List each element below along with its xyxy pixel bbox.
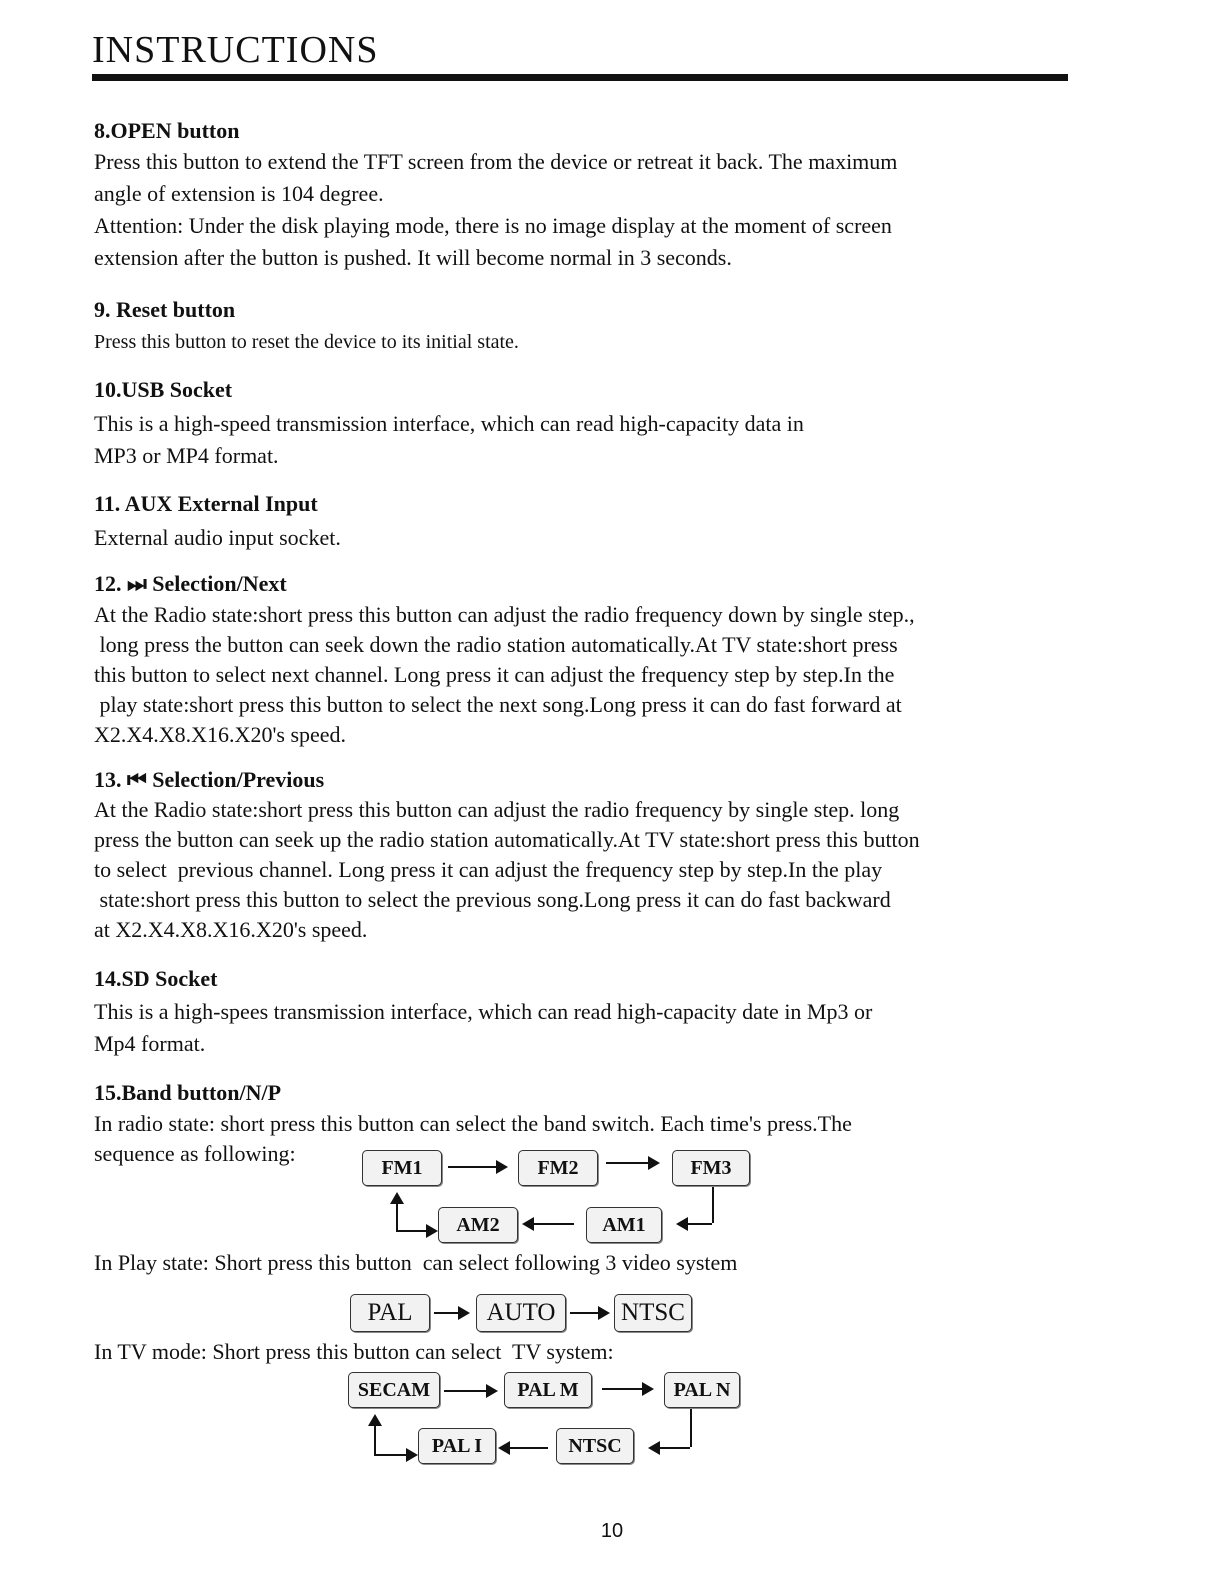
arrow-auto-ntsc [570,1312,608,1314]
section-body-open: Press this button to extend the TFT screen from the device or retreat it back. The maximum angle of extension is 104 degree. Attention: Under the disk playing mode, there is no image display at the moment of screen extension after the button is pushed. It will become normal in 3 seconds. [94,149,898,270]
arrow-am1-am2 [524,1223,574,1225]
section-heading-next: 12. ⏭ Selection/Next [94,571,287,596]
tv-mode-text: In TV mode: Short press this button can select TV system: [94,1339,614,1364]
tv-palm-box: PAL M [504,1372,592,1408]
section-body-next: At the Radio state:short press this button can adjust the radio frequency down by single step., long press the button can seek down the radio station automatically.At TV state:short press this button to select next channel. Long press it can adjust the frequency step by step.In the play state:short press this button to select the next song.Long press it can do fast forward at X2.X4.X8.X16.X20's speed. [94,602,915,747]
section-body-aux: External audio input socket. [94,525,341,550]
arrow-fm1-fm2 [448,1166,506,1168]
section-heading-reset: 9. Reset button [94,297,236,322]
band-am1-box: AM1 [586,1207,662,1243]
band-fm3-box: FM3 [672,1150,750,1186]
arrow-up-to-secam [368,1414,382,1426]
section-body-band: In radio state: short press this button can select the band switch. Each time's press.The sequence as following: [94,1111,852,1166]
section-heading-sd: 14.SD Socket [94,966,218,991]
tv-secam-box: SECAM [348,1372,440,1408]
arrow-up-to-fm1 [390,1192,404,1204]
play-state-text: In Play state: Short press this button can select following 3 video system [94,1250,738,1275]
arrow-to-ntsc [650,1447,690,1449]
connector-paln-down [690,1409,692,1447]
page-title: INSTRUCTIONS [92,29,379,71]
tv-paln-box: PAL N [664,1372,740,1408]
section-body-sd: This is a high-spees transmission interface, which can read high-capacity date in Mp3 or Mp4 format. [94,999,873,1056]
section-heading-open: 8.OPEN button [94,118,240,143]
section-heading-band: 15.Band button/N/P [94,1080,282,1105]
arrow-secam-palm [444,1390,496,1392]
video-ntsc-box: NTSC [614,1294,692,1332]
arrow-ntsc-pali [500,1447,548,1449]
section-heading-previous: 13. ⏮ Selection/Previous [94,767,325,792]
tv-ntsc-box: NTSC [556,1428,634,1464]
title-rule [92,74,1068,81]
section-heading-usb: 10.USB Socket [94,377,233,402]
connector-am2-left [396,1230,436,1232]
section-body-previous: At the Radio state:short press this button can adjust the radio frequency by single step. long press the button can seek up the radio station automatically.At TV state:short press this button to select previous channel. Long press it can adjust the frequency step by step.In the play state:short press this button to select the previous song.Long press it can do fast backward at X2.X4.X8.X16.X20's speed. [94,797,920,942]
arrow-to-am1 [678,1223,712,1225]
connector-pali-left [374,1454,416,1456]
connector-up-to-secam [374,1426,376,1456]
tv-pali-box: PAL I [418,1428,496,1464]
section-body-usb: This is a high-speed transmission interface, which can read high-capacity data in MP3 or MP4 format. [94,411,804,468]
page-number: 10 [600,1520,624,1542]
arrow-fm2-fm3 [606,1162,658,1164]
connector-fm3-down [712,1187,714,1223]
section-body-reset: Press this button to reset the device to its initial state. [94,331,519,353]
video-pal-box: PAL [350,1294,430,1332]
video-auto-box: AUTO [476,1294,566,1332]
band-am2-box: AM2 [438,1207,518,1243]
arrow-pal-auto [434,1312,468,1314]
arrow-palm-paln [602,1388,652,1390]
connector-up-to-fm1 [396,1204,398,1232]
section-heading-aux: 11. AUX External Input [94,491,318,516]
band-fm2-box: FM2 [518,1150,598,1186]
band-fm1-box: FM1 [362,1150,442,1186]
